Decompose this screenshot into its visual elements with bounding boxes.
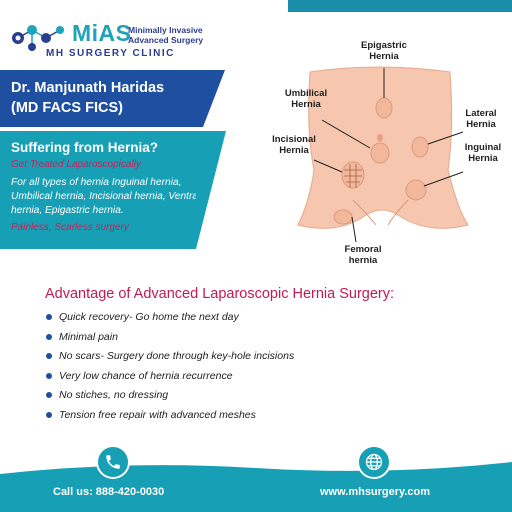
label-inguinal: Inguinal Hernia (464, 142, 502, 164)
globe-icon[interactable] (357, 445, 391, 479)
info-panel (0, 131, 201, 249)
doctor-name: Dr. Manjunath Haridas (11, 80, 165, 96)
list-item: Quick recovery- Go home the next day (45, 311, 294, 331)
brand-tagline-1: Minimally Invasive (128, 25, 203, 35)
list-item: No scars- Surgery done through key-hole incisions (45, 350, 294, 370)
brand-tagline-2: Advanced Surgery (128, 35, 204, 45)
label-lateral: Lateral Hernia (465, 108, 497, 130)
doctor-credentials: (MD FACS FICS) (11, 100, 123, 116)
advantages-list (45, 311, 294, 428)
list-item: Minimal pain (45, 331, 294, 351)
hernia-diagram (258, 10, 512, 275)
label-femoral: Femoral hernia (344, 244, 382, 266)
clinic-name: MH SURGERY CLINIC (46, 48, 175, 59)
label-epigastric: Epigastric Hernia (361, 40, 407, 62)
info-note: Painless, Scarless surgery (11, 222, 129, 233)
info-subtitle: Get Treated Laparoscopically (11, 159, 141, 170)
doctor-panel (0, 70, 203, 127)
info-body: For all types of hernia Inguinal hernia, Umbilical hernia, Incisional hernia, Ventral hernia, Epigastric hernia. (11, 177, 201, 216)
brand-logo (10, 16, 220, 60)
info-title: Suffering from Hernia? (11, 140, 159, 155)
advantages-title: Advantage of Advanced Laparoscopic Hernia Surgery: (45, 286, 395, 302)
phone-number-link[interactable]: Call us: 888-420-0030 (53, 486, 165, 498)
doctor-panel-edge (203, 70, 225, 127)
website-link[interactable]: www.mhsurgery.com (320, 486, 431, 498)
list-item: Tension free repair with advanced meshes (45, 409, 294, 429)
info-panel-edge (196, 131, 226, 249)
phone-icon[interactable] (96, 445, 130, 479)
brand-name: MiAS (72, 20, 132, 46)
label-umbilical: Umbilical Hernia (284, 88, 328, 110)
list-item: Very low chance of hernia recurrence (45, 370, 294, 390)
list-item: No stiches, no dressing (45, 389, 294, 409)
label-incisional: Incisional Hernia (272, 134, 316, 156)
